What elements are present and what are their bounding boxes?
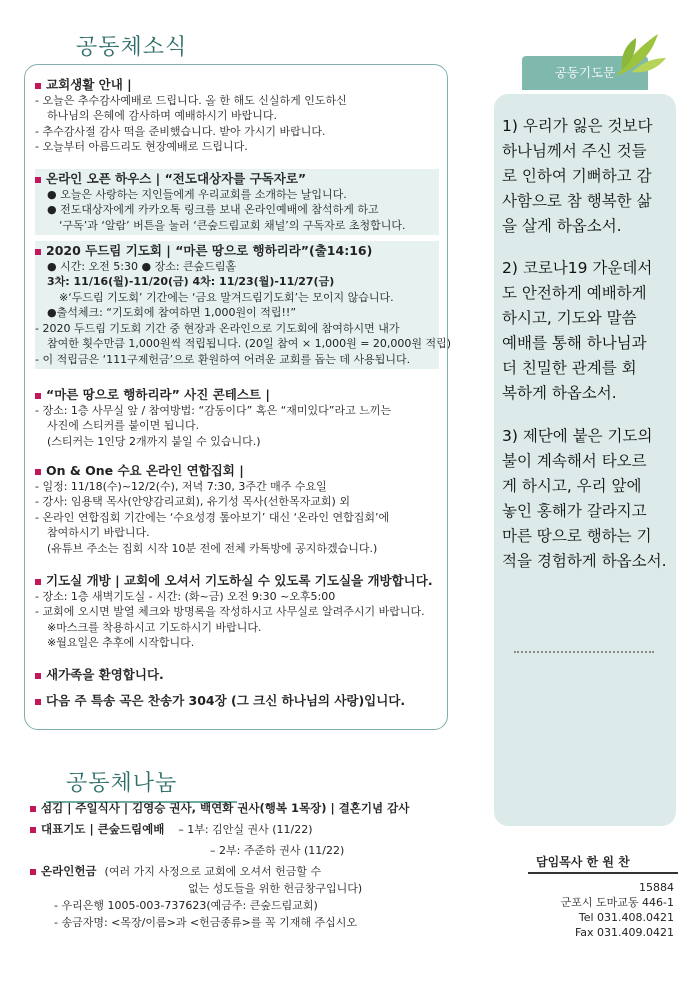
prayer-line: 로 인하여 기뻐하고 감 [502, 167, 652, 185]
bullet-icon [35, 249, 41, 255]
prayer-line: 도 안전하게 예배하게 [502, 284, 647, 302]
item-heading [35, 243, 439, 259]
bank-account: - 우리은행 1005-003-737623(예금주: 큰숲드림교회) [54, 899, 318, 912]
news-title-text: 공동체소식 [76, 35, 188, 60]
photo-contest [35, 387, 439, 449]
online-offering [24, 863, 446, 880]
item-line: ※마스크를 착용하시고 기도하시기 바랍니다. [47, 620, 262, 634]
prayer-line: 예배를 통해 하나님과 [502, 334, 647, 352]
prayer-line: 하나님께서 주신 것들 [502, 142, 647, 160]
bullet-icon [35, 393, 41, 399]
item-heading [35, 77, 439, 93]
prayer-point-2 [502, 256, 672, 406]
wednesday-online-gathering [35, 463, 439, 556]
item-line: - 교회에 오시면 발열 체크와 방명록을 작성하시고 사무실로 알려주시기 바랍니다. [35, 605, 425, 618]
item-line: ● 시간: 오전 5:30 ● 장소: 큰숲드림홀 [47, 259, 237, 273]
zip-code: 15884 [639, 881, 674, 894]
bullet-icon [35, 699, 41, 705]
leaf-icon [612, 28, 668, 84]
service-flowers-text: 섬김 | 주일식사 | 김영승 권사, 백연화 권사(행복 1목장) | 결혼기념 감사 [41, 801, 410, 815]
prayer-line: 적을 경험하게 하옵소서. [502, 552, 667, 570]
fax-number: Fax 031.409.0421 [574, 926, 674, 939]
item-line: 하나님의 은혜에 감사하며 예배하시기 바랍니다. [47, 109, 278, 122]
item-line: ‘구독’과 ‘알람’ 버튼을 눌러 ‘큰숲드림교회 채널’의 구독자로 초청합니다. [59, 218, 406, 232]
prayer-line: 사함으로 참 행복한 삶 [502, 192, 652, 210]
item-line: - 추수감사절 감사 떡을 준비했습니다. 받아 가시기 바랍니다. [35, 124, 326, 138]
item-head-text: 2020 두드림 기도회 | “마른 땅으로 행하리라”(출14:16) [46, 243, 373, 258]
phone-number: Tel 031.408.0421 [578, 911, 674, 924]
item-heading [35, 387, 439, 403]
item-line: - 온라인 연합집회 기간에는 ‘수요성경 톺아보기’ 대신 ‘온라인 연합집회’에 [35, 510, 390, 524]
prayer-line: 불이 계속해서 타오르 [502, 452, 647, 470]
news-section-title [76, 30, 187, 61]
prayer-line: 3) 제단에 붙은 기도의 [502, 427, 653, 445]
item-line: - 오늘부터 아름드리도 현장예배로 드립니다. [35, 140, 248, 153]
item-head-text: On & One 수요 온라인 연합집회 | [46, 463, 244, 478]
church-address [561, 880, 674, 940]
dodream-prayer-meeting [35, 241, 452, 369]
prayer-line: 더 친밀한 관계를 회 [502, 359, 637, 377]
prayer-point-3 [502, 424, 672, 574]
bullet-icon [35, 83, 41, 89]
item-head-text: 교회생활 안내 | [46, 77, 132, 92]
bullet-icon [30, 827, 36, 833]
prayer-room-open [35, 573, 439, 651]
bullet-icon [35, 177, 41, 183]
bullet-icon [30, 869, 36, 875]
service-flowers [24, 800, 446, 817]
item-line: ●출석체크: “기도회에 참여하면 1,000원이 적립!!” [47, 306, 297, 319]
prayer-line: 마른 땅으로 행하는 기 [502, 527, 652, 545]
item-line: - 2020 두드림 기도회 기간 중 현장과 온라인으로 기도회에 참여하시면 내가 [35, 321, 400, 335]
item-heading [35, 573, 439, 589]
prayer-tab-label: 공동기도문 [554, 65, 616, 80]
offering-head: 온라인헌금 [41, 864, 97, 878]
offering-desc: 없는 성도들을 위한 헌금창구입니다) [188, 882, 363, 895]
rep-prayer-first: – 1부: 김안실 권사 (11/22) [178, 823, 313, 836]
welcome-newcomers [35, 667, 439, 683]
prayer-line: 하시고, 기도와 말씀 [502, 309, 637, 327]
item-heading [35, 693, 439, 709]
sender-name-note: - 송금자명: <목장/이름>과 <헌금종류>를 꼭 기재해 주십시오 [54, 916, 357, 929]
senior-pastor: 담임목사 한 원 찬 [536, 855, 630, 869]
prayer-line: 복하게 하옵소서. [502, 384, 617, 402]
street-address: 군포시 도마교동 446-1 [560, 896, 674, 909]
rep-prayer [24, 821, 446, 838]
next-week-special-song [35, 693, 439, 709]
bullet-icon [30, 806, 36, 812]
item-line: - 이 적립금은 ‘111구제헌금’으로 환원하여 어려운 교회를 돕는 데 사용됩니다. [35, 352, 411, 366]
sharing-section-title [66, 766, 177, 797]
item-heading [35, 463, 439, 479]
item-line: (유튜브 주소는 집회 시작 10분 전에 전체 카톡방에 공지하겠습니다.) [47, 541, 378, 555]
rep-prayer-second: – 2부: 주준하 권사 (11/22) [210, 844, 345, 857]
item-line: - 장소: 1층 사무실 앞 / 참여방법: “감동이다” 혹은 “재미있다”라고 느끼는 [35, 403, 392, 417]
item-line: ● 오늘은 사랑하는 지인들에게 우리교회를 소개하는 날입니다. [47, 187, 347, 201]
item-heading [35, 171, 439, 187]
sharing-title-text: 공동체나눔 [66, 771, 178, 796]
item-line: 3차: 11/16(월)-11/20(금) 4차: 11/23(월)-11/27(금) [47, 275, 335, 288]
prayer-line: 게 하시고, 우리 앞에 [502, 477, 642, 495]
news-box [24, 64, 452, 730]
item-head-text: “마른 땅으로 행하리라” 사진 콘테스트 | [46, 387, 270, 402]
prayer-line: 을 살게 하옵소서. [502, 217, 622, 235]
item-head-text: 기도실 개방 | 교회에 오셔서 기도하실 수 있도록 기도실을 개방합니다. [46, 573, 433, 588]
prayer-line: 놓인 홍해가 갈라지고 [502, 502, 647, 520]
item-head-text: 다음 주 특송 곡은 찬송가 304장 (그 크신 하나님의 사랑)입니다. [46, 693, 406, 708]
online-open-house [35, 169, 439, 235]
item-line: ● 전도대상자에게 카카오톡 링크를 보내 온라인예배에 참석하게 하고 [47, 203, 379, 216]
bullet-icon [35, 469, 41, 475]
prayer-point-1 [502, 114, 672, 239]
item-head-text: 새가족을 환영합니다. [46, 667, 164, 682]
item-line: - 장소: 1층 새벽기도실 - 시간: (화~금) 오전 9:30 ~오후5:00 [35, 589, 336, 603]
item-line: 참여한 횟수만큼 1,000원씩 적립됩니다. (20일 참여 × 1,000원 = 20,000원 적립) [47, 337, 452, 350]
item-line: - 강사: 임용택 목사(안양감리교회), 유기성 목사(선한목자교회) 외 [35, 495, 350, 508]
bullet-icon [35, 673, 41, 679]
church-life-notice [35, 77, 439, 155]
item-line: (스티커는 1인당 2개까지 붙일 수 있습니다.) [47, 434, 261, 448]
item-heading [35, 667, 439, 683]
sharing-list [24, 800, 446, 931]
item-line: - 오늘은 추수감사예배로 드립니다. 올 한 해도 신실하게 인도하신 [35, 93, 347, 107]
item-line: ※‘두드림 기도회’ 기간에는 ‘금요 말겨드림기도회’는 모이지 않습니다. [59, 290, 394, 304]
pastor-underline [528, 872, 678, 874]
offering-desc: (여러 가지 사정으로 교회에 오셔서 헌금할 수 [104, 865, 322, 878]
item-line: 사진에 스티커를 붙이면 됩니다. [47, 419, 200, 432]
item-line: - 일정: 11/18(수)~12/2(수), 저녁 7:30, 3주간 매주 수요일 [35, 479, 327, 493]
rep-prayer-head: 대표기도 | 큰숲드림예배 [41, 822, 165, 836]
item-line: ※월요일은 추후에 시작합니다. [47, 636, 195, 649]
prayer-line: 2) 코로나19 가운데서 [502, 259, 653, 277]
bullet-icon [35, 579, 41, 585]
dotted-divider [514, 651, 654, 653]
item-line: 참여하시기 바랍니다. [47, 526, 150, 539]
item-head-text: 온라인 오픈 하우스 | “전도대상자를 구독자로” [46, 171, 307, 186]
prayer-line: 1) 우리가 잃은 것보다 [502, 117, 653, 135]
